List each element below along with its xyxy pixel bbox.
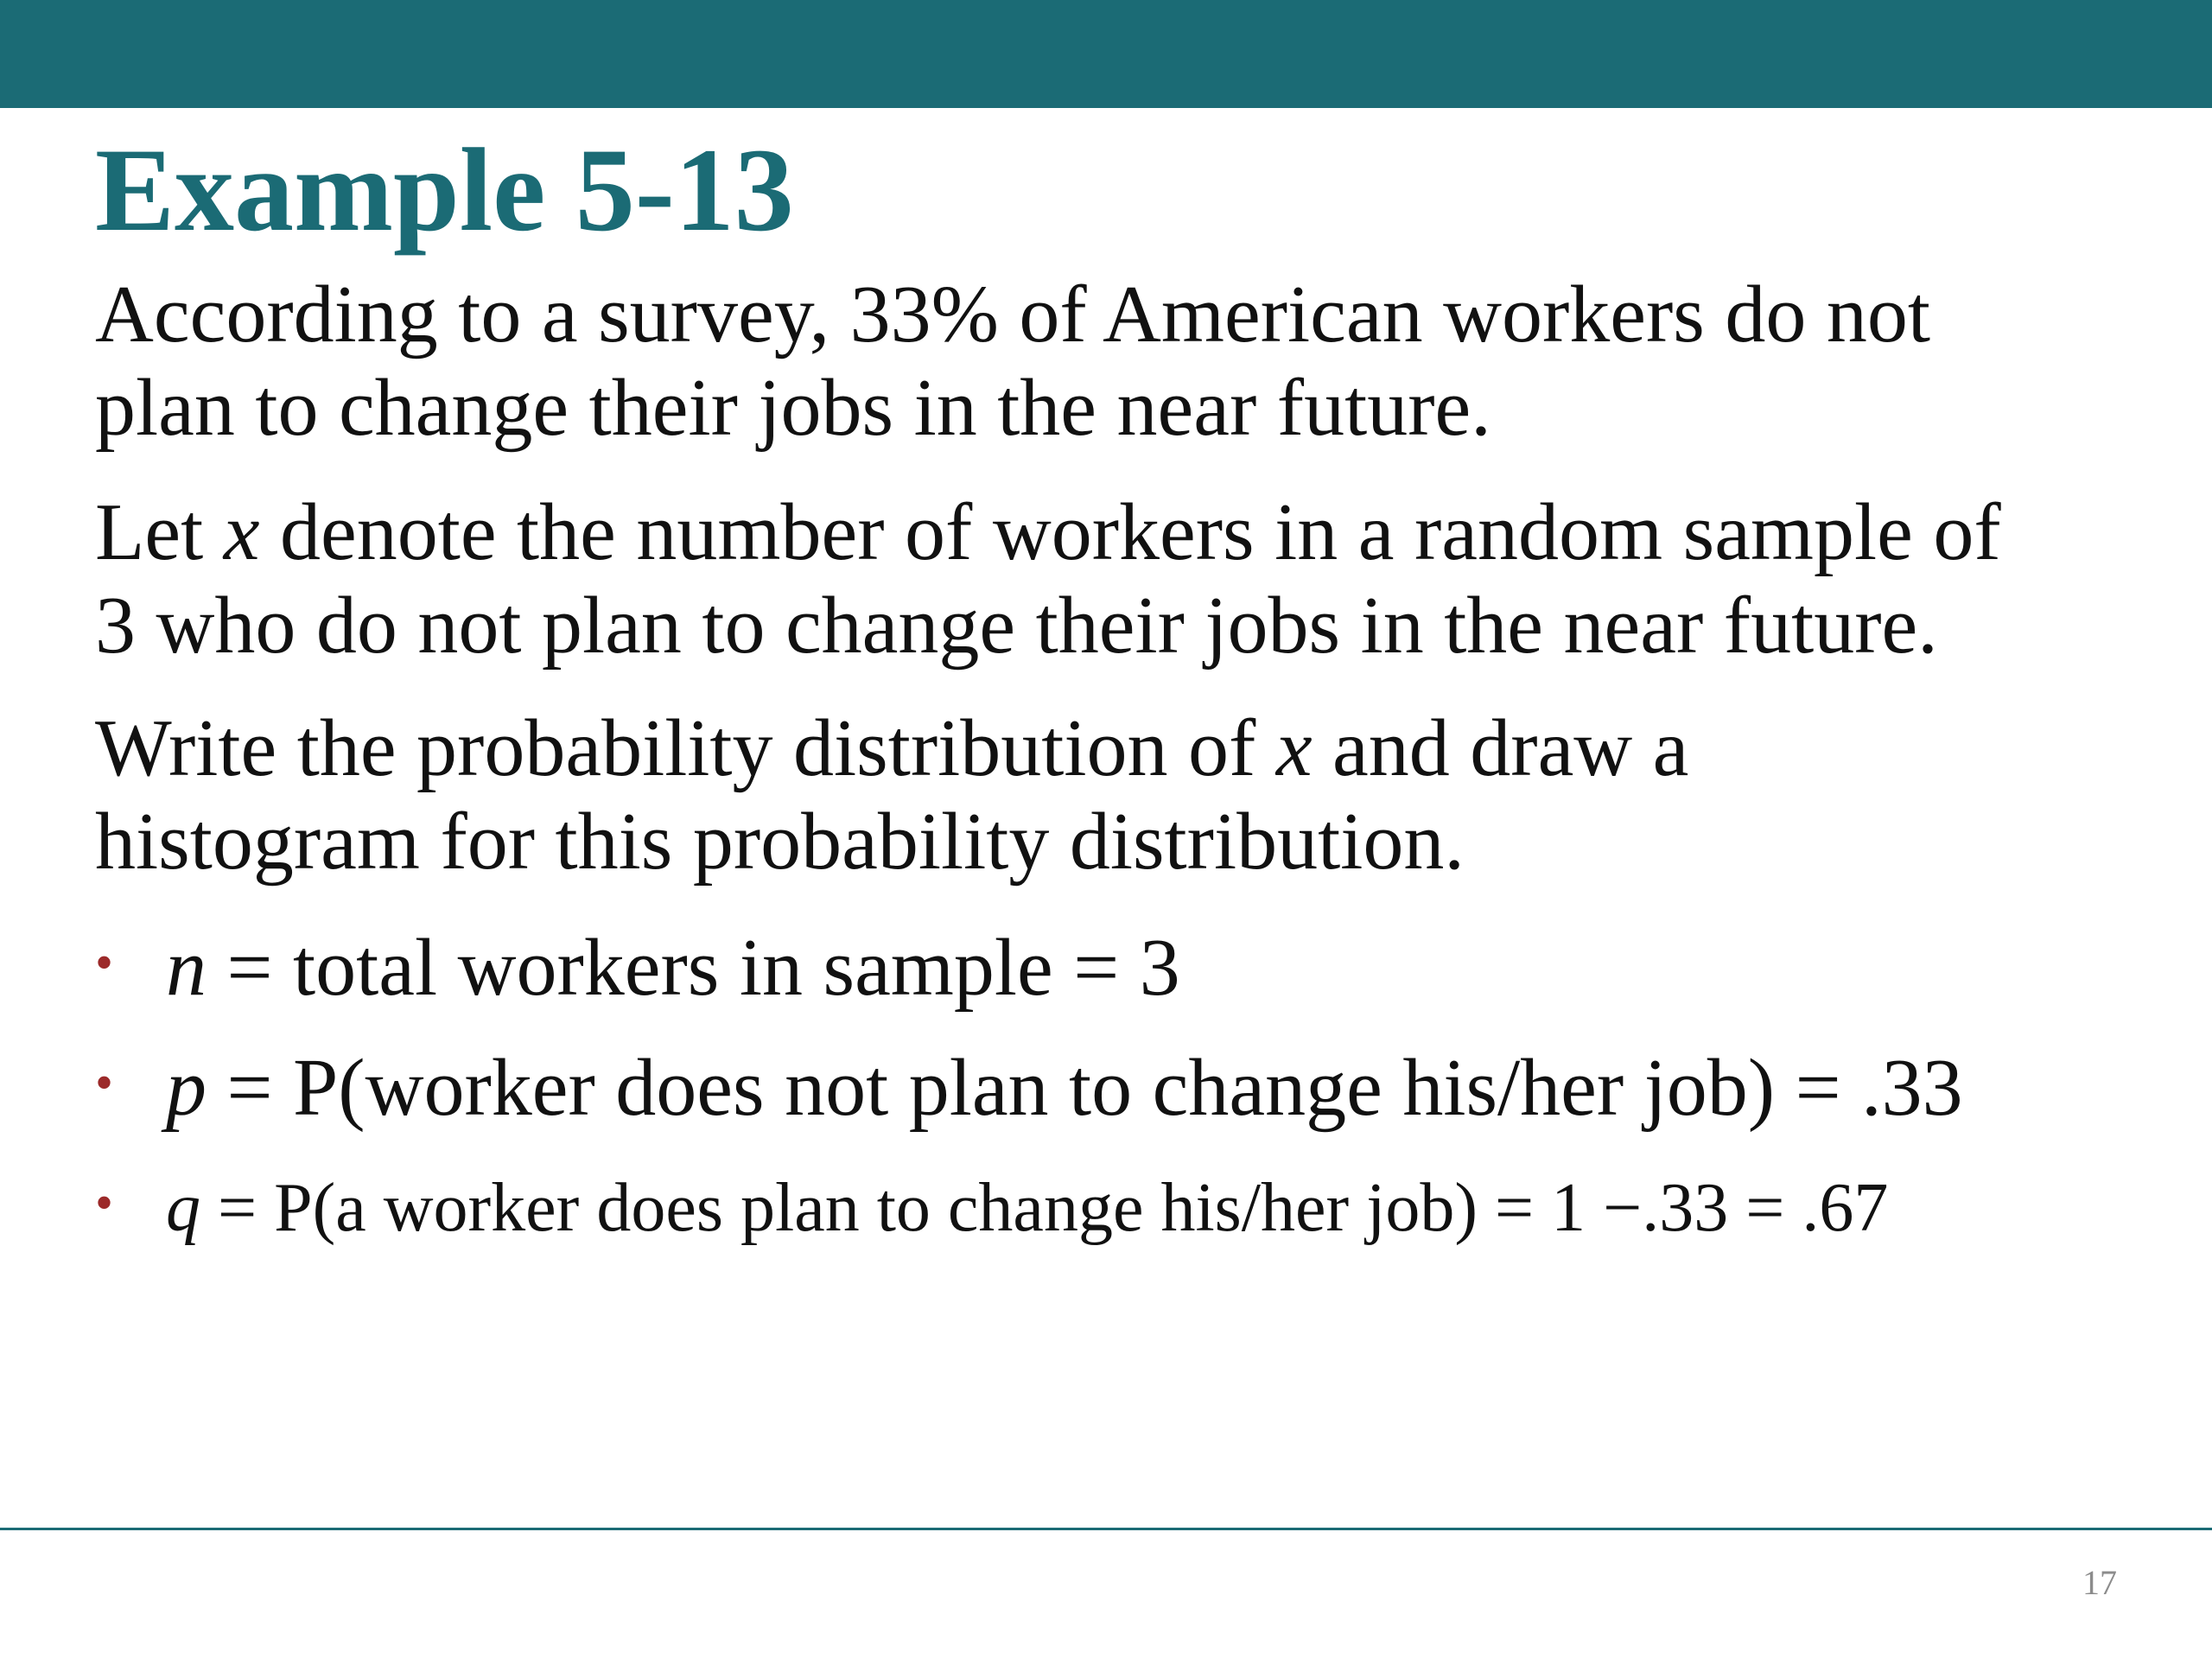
paragraph-line bbox=[95, 702, 1688, 795]
symbol-p: p bbox=[166, 1043, 207, 1133]
paragraph-line: histogram for this probability distribution. bbox=[95, 797, 1465, 887]
variable-x: x bbox=[1275, 703, 1313, 793]
text-run: and draw a bbox=[1312, 703, 1689, 793]
symbol-n: n bbox=[166, 923, 207, 1013]
bullet-text bbox=[166, 1168, 1888, 1248]
paragraph-line: plan to change their jobs in the near future. bbox=[95, 363, 1491, 453]
paragraph-define-x bbox=[95, 486, 2001, 672]
bullet-text bbox=[166, 1041, 1963, 1135]
paragraph-task bbox=[95, 702, 1688, 888]
symbol-q: q bbox=[166, 1170, 200, 1246]
bullet-icon: • bbox=[95, 934, 114, 991]
bullet-icon: • bbox=[95, 1174, 114, 1231]
text-run: Let bbox=[95, 487, 224, 577]
bullet-body: = P(a worker does plan to change his/her job) = 1 −.33 = .67 bbox=[200, 1170, 1889, 1246]
paragraph-line: According to a survey, 33% of American workers do not bbox=[95, 270, 1930, 359]
paragraph-survey bbox=[95, 268, 1930, 454]
paragraph-line bbox=[95, 486, 2001, 579]
text-run: Write the probability distribution of bbox=[95, 703, 1276, 793]
header-band bbox=[0, 0, 2212, 108]
slide-title: Example 5-13 bbox=[95, 124, 794, 256]
footer-divider bbox=[0, 1528, 2212, 1530]
paragraph-line: 3 who do not plan to change their jobs in the near future. bbox=[95, 581, 1938, 671]
bullet-body: = P(worker does not plan to change his/her job) = .33 bbox=[207, 1043, 1963, 1133]
page-number: 17 bbox=[2082, 1563, 2117, 1602]
bullet-text bbox=[166, 921, 1180, 1014]
bullet-icon: • bbox=[95, 1054, 114, 1111]
variable-x: x bbox=[223, 487, 260, 577]
bullet-body: = total workers in sample = 3 bbox=[207, 923, 1180, 1013]
text-run: denote the number of workers in a random sample of bbox=[259, 487, 2001, 577]
